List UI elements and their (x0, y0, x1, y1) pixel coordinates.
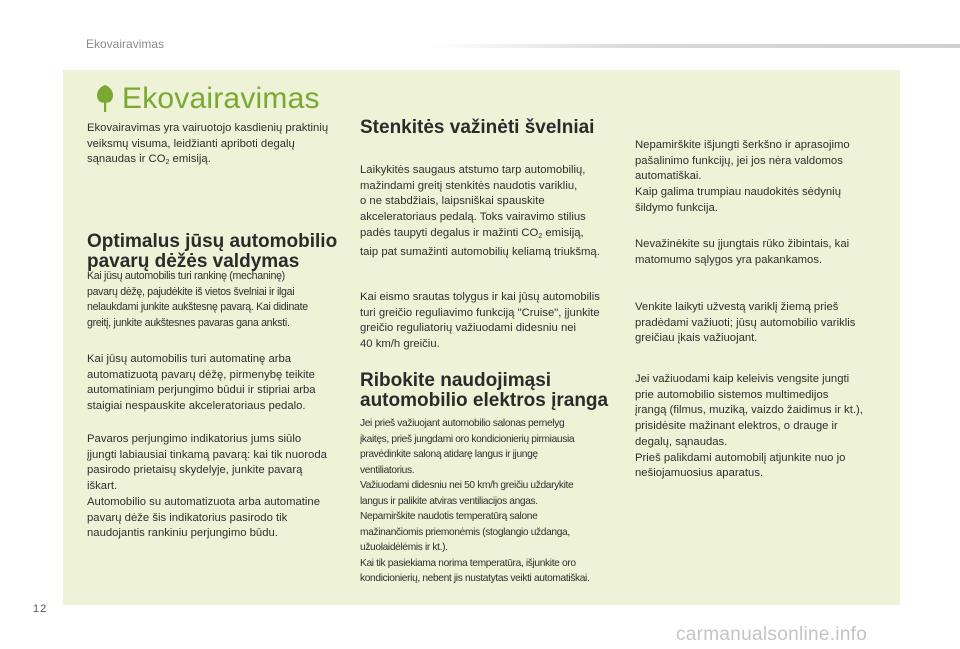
multimedia-line: nešiojamuosius aparatus. (635, 467, 764, 480)
intro-co2-subscript: 2 (165, 159, 170, 167)
header-rule (430, 44, 960, 48)
smooth-co2-subscript: 2 (538, 232, 543, 240)
watermark: carmanualsonline.info (676, 624, 868, 645)
cruise-line: greičio reguliatorių važiuodami didesniu nei (360, 322, 577, 335)
cruise-line: turi greičio reguliavimo funkciją "Cruise", įjunkite (360, 306, 600, 319)
indicator-line: iškart. (87, 480, 118, 493)
electric-equipment-paragraph (360, 416, 630, 587)
smooth-co2-text: padės taupyti degalus ir mažinti CO (360, 226, 539, 239)
manual-line: Kai jūsų automobilis turi rankinę (mechaninę) (87, 270, 285, 282)
cruise-line: 40 km/h greičiu. (360, 338, 440, 351)
electric-line: Nepamirškite naudotis temperatūrą salone (360, 511, 538, 522)
intro-line: veiksmų visuma, leidžianti apriboti degalų (87, 137, 295, 150)
smooth-line: o ne stabdžiais, laipsniškai spauskite (360, 195, 545, 208)
electric-heading-line1: Ribokite naudojimąsi (360, 370, 552, 391)
electric-equipment-heading (360, 371, 608, 411)
automatic-line: Kai jūsų automobilis turi automatinę arba (87, 353, 292, 365)
indicator-line: Automobilio su automatizuota arba automatine (87, 495, 320, 508)
indicator-line: įjungti labiausiai tinkamą pavarą: kai tik nuoroda (87, 448, 327, 461)
electric-line: įkaitęs, prieš jungdami oro kondicionierių pirmiausia (360, 433, 575, 445)
electric-line: Jei prieš važiuojant automobilio salonas pernelyg (360, 418, 565, 429)
electric-line: ventiliatorius. (360, 464, 415, 476)
defrost-paragraph (635, 138, 897, 217)
multimedia-line: prie automobilio sistemos multimedijos (635, 388, 829, 401)
manual-line: greitį, junkite aukštesnes pavaras gana anksti. (87, 317, 290, 330)
multimedia-paragraph (635, 372, 897, 482)
electric-line: kondicionierių, nebent jis nustatytas veikti automatiškai. (360, 573, 590, 584)
gearbox-heading-line1: Optimalus jūsų automobilio (87, 231, 338, 252)
page-number: 12 (33, 603, 48, 615)
intro-co2-text: sąnaudas ir CO (87, 153, 166, 166)
manual-gearbox-paragraph (87, 269, 357, 332)
engine-line: Venkite laikyti užvestą variklį žiemą prieš (635, 301, 839, 313)
electric-heading-line2: automobilio elektros įranga (360, 390, 609, 411)
smooth-line: Laikykitės saugaus atstumo tarp automobilių, (360, 164, 586, 176)
cruise-line: Kai eismo srautas tolygus ir kai jūsų automobilis (360, 291, 600, 303)
automatic-line: automatizuotą pavarų dėžę, pirmenybę teikite (87, 368, 315, 381)
indicator-line: pavarų dėže šis indikatorius pasirodo tik (87, 511, 288, 524)
intro-paragraph (87, 121, 357, 171)
intro-line (87, 152, 357, 171)
intro-co2-after: emisiją. (169, 153, 211, 166)
running-header: Ekovairavimas (86, 37, 165, 51)
smooth-line: akceleratoriaus pedalą. Toks vairavimo stilius (360, 211, 586, 224)
section-title: Ekovairavimas (122, 82, 320, 115)
gearbox-heading-line2: pavarų dėžės valdymas (87, 251, 300, 272)
defrost-line: automatiškai. (635, 170, 702, 183)
multimedia-line: degalų, sąnaudas. (635, 435, 728, 448)
smooth-co2-after: emisiją, (542, 226, 584, 239)
defrost-line: pašalinimo funkcijų, jei jos nėra valdomos (635, 154, 843, 167)
indicator-line: Pavaros perjungimo indikatorius jums siūlo (87, 433, 302, 445)
automatic-line: staigiai nespauskite akceleratoriaus pedalo. (87, 400, 306, 413)
indicator-line: pasirodo prietaisų skydelyje, junkite pavarą (87, 464, 303, 477)
automatic-line: automatiniam perjungimo būdui ir stipriai arba (87, 384, 316, 397)
electric-line: užuolaidėlėmis ir kt.). (360, 542, 448, 553)
automatic-gearbox-paragraph (87, 352, 357, 415)
fog-line: matomumo sąlygos yra pakankamos. (635, 253, 823, 266)
smooth-line: mažindami greitį stenkitės naudotis varikliu, (360, 179, 578, 192)
multimedia-line: įrangą (filmus, muziką, vaizdo žaidimus ir kt.), (635, 404, 863, 417)
multimedia-line: Jei važiuodami kaip keleivis vengsite jungti (635, 373, 850, 385)
cruise-control-paragraph (360, 290, 630, 353)
gear-indicator-paragraph (87, 432, 357, 542)
multimedia-line: prisidėsite mažinant elektros, o drauge ir (635, 420, 838, 433)
fog-line: Nevažinėkite su įjungtais rūko žibintais, kai (635, 238, 850, 250)
smooth-driving-heading: Stenkitės važinėti švelniai (360, 117, 595, 138)
engine-line: greičiau įkais važiuojant. (635, 332, 758, 345)
multimedia-line: Prieš palikdami automobilį atjunkite nuo jo (635, 451, 846, 464)
indicator-line: naudojantis rankiniu perjungimo būdu. (87, 527, 278, 540)
smooth-line: taip pat sumažinti automobilių keliamą triukšmą. (360, 245, 600, 258)
smooth-line (360, 226, 630, 245)
smooth-driving-paragraph (360, 163, 630, 260)
manual-line: nelaukdami junkite aukštesnę pavarą. Kai didinate (87, 301, 308, 314)
electric-line: langus ir palikite atviras ventiliacijos angas. (360, 495, 538, 507)
electric-line: mažinančiomis priemonėmis (stoglangio uždanga, (360, 526, 570, 538)
fog-lights-paragraph (635, 237, 897, 268)
gearbox-heading (87, 232, 337, 272)
leaf-icon (94, 84, 116, 114)
engine-idle-paragraph (635, 300, 897, 347)
defrost-line: Kaip galima trumpiau naudokitės sėdynių (635, 186, 841, 199)
electric-line: pravėdinkite saloną atidarę langus ir įjungę (360, 449, 538, 460)
electric-line: Važiuodami didesniu nei 50 km/h greičiu uždarykite (360, 480, 574, 491)
engine-line: pradėdami važiuoti; jūsų automobilio variklis (635, 316, 856, 329)
electric-line: Kai tik pasiekiama norima temperatūra, išjunkite oro (360, 557, 576, 569)
defrost-line: šildymo funkcija. (635, 201, 718, 214)
intro-line: Ekovairavimas yra vairuotojo kasdienių praktinių (87, 122, 329, 134)
defrost-line: Nepamirškite išjungti šerkšno ir aprasojimo (635, 139, 850, 151)
manual-line: pavarų dėžę, pajudėkite iš vietos švelniai ir ilgai (87, 285, 295, 298)
